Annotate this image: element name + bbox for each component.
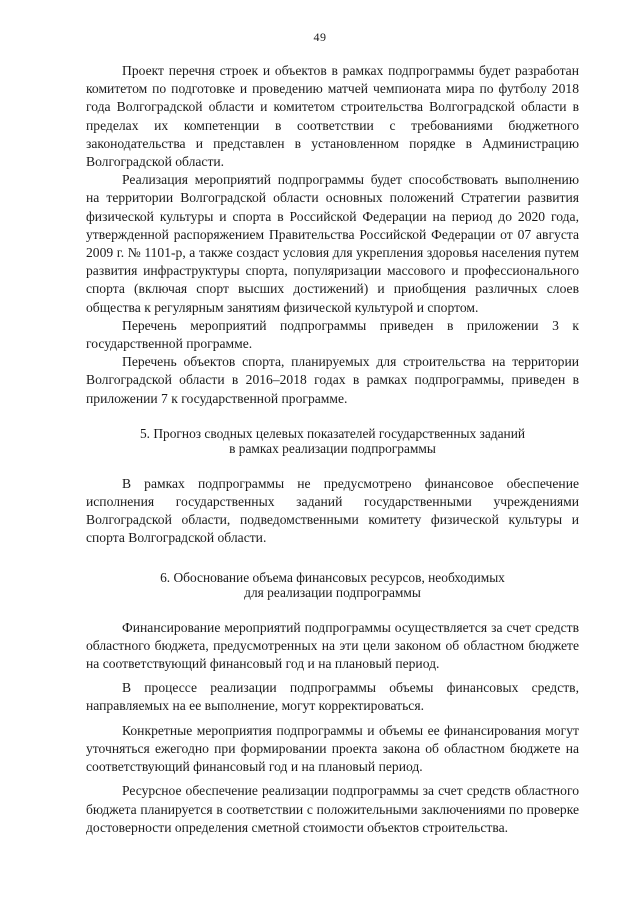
section-5-heading-line-2: в рамках реализации подпрограммы	[229, 441, 436, 457]
section-6-paragraph-financing: Финансирование мероприятий подпрограммы осуществляется за счет средств областного бюджета, предусмотренных на эти цели законом об областном бюджете на соответствующий финансовый год и на плановый период.	[86, 619, 579, 672]
paragraph-project-list: Проект перечня строек и объектов в рамках подпрограммы будет разработан комитетом по подготовке и проведению матчей чемпионата мира по футболу 2018 года Волгоградской области и комитетом строительства Волгоградской области в пределах их компетенции в соответствии с требованиями бюджетного законодательства и представлен в установленном порядке в Администрацию Волгоградской области.	[86, 63, 579, 170]
section-5-heading	[86, 426, 579, 457]
section-5-paragraph: В рамках подпрограммы не предусмотрено финансовое обеспечение исполнения государственных заданий государственными учреждениями Волгоградской области, подведомственными комитету физической культуры и спорта Волгоградской области.	[86, 475, 579, 546]
section-6-paragraph-resource-provision: Ресурсное обеспечение реализации подпрограммы за счет средств областного бюджета планируется в соответствии с положительными заключениями по проверке достоверности определения сметной стоимости объектов строительства.	[86, 783, 579, 835]
section-6-heading-line-1: 6. Обоснование объема финансовых ресурсов, необходимых	[160, 569, 505, 585]
page-number: 49	[313, 30, 327, 44]
paragraph-strategy-implementation: Реализация мероприятий подпрограммы будет способствовать выполнению на территории Волгоградской области основных положений Стратегии развития физической культуры и спорта в Российской Федерации на период до 2020 года, утвержденной распоряжением Правительства Российской Федерации от 07 августа 2009 г. № 1101-р, а также создаст условия для укрепления здоровья населения путем развития инфраструктуры спорта, популяризации массового и профессионального спорта (включая спорт высших достижений) и приобщения различных слоев общества к регулярным занятиям физической культурой и спортом.	[86, 172, 579, 315]
section-6-paragraph-annual-refinement: Конкретные мероприятия подпрограммы и объемы ее финансирования могут уточняться ежегодно при формировании проекта закона об областном бюджете на соответствующий финансовый год и на плановый период.	[86, 722, 579, 775]
section-6-heading	[86, 570, 579, 601]
paragraph-measures-list: Перечень мероприятий подпрограммы приведен в приложении 3 к государственной программе.	[86, 317, 579, 352]
section-6-heading-line-2: для реализации подпрограммы	[244, 585, 421, 601]
paragraph-sport-objects-list: Перечень объектов спорта, планируемых для строительства на территории Волгоградской области в 2016–2018 годах в рамках подпрограммы, приведен в приложении 7 к государственной программе.	[86, 354, 579, 406]
page-body	[86, 62, 579, 837]
section-6-paragraph-adjustment: В процессе реализации подпрограммы объемы финансовых средств, направляемых на ее выполнение, могут корректироваться.	[86, 680, 579, 714]
section-5-heading-line-1: 5. Прогноз сводных целевых показателей государственных заданий	[139, 425, 526, 441]
